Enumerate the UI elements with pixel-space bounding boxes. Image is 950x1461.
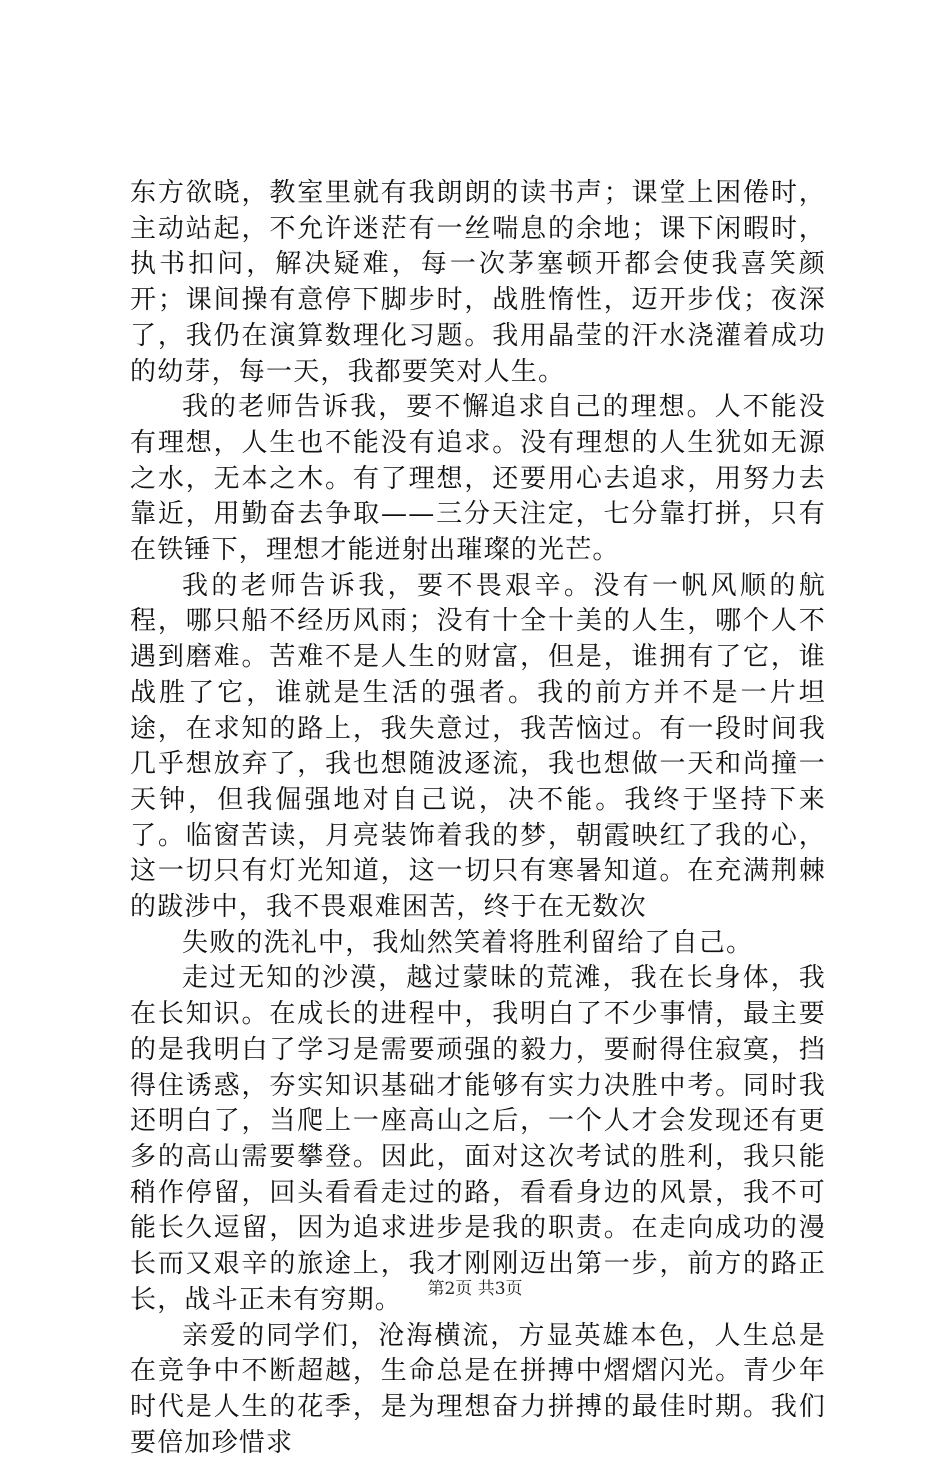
paragraph-1: 东方欲晓，教室里就有我朗朗的读书声；课堂上困倦时，主动站起，不允许迷茫有一丝喘息的余地；课下闲暇时，执书扣问，解决疑难，每一次茅塞顿开都会使我喜笑颜开；课间操有意停下脚步时，战胜惰性，迈开步伐；夜深了，我仍在演算数理化习题。我用晶莹的汗水浇灌着成功的幼芽，每一天，我都要笑对人生。 — [130, 176, 826, 390]
paragraph-6: 亲爱的同学们，沧海横流，方显英雄本色，人生总是在竞争中不断超越，生命总是在拼搏中熠熠闪光。青少年时代是人生的花季，是为理想奋力拼搏的最佳时期。我们要倍加珍惜求 — [130, 1319, 826, 1461]
page-number-footer: 第2页 共3页 — [0, 1274, 950, 1299]
paragraph-5: 走过无知的沙漠，越过蒙昧的荒滩，我在长身体，我在长知识。在成长的进程中，我明白了不少事情，最主要的是我明白了学习是需要顽强的毅力，要耐得住寂寞，挡得住诱惑，夯实知识基础才能够有实力决胜中考。同时我还明白了，当爬上一座高山之后，一个人才会发现还有更多的高山需要攀登。因此，面对这次考试的胜利，我只能稍作停留，回头看看走过的路，看看身边的风景，我不可能长久逗留，因为追求进步是我的职责。在走向成功的漫长而又艰辛的旅途上，我才刚刚迈出第一步，前方的路正长，战斗正未有穷期。 — [130, 961, 826, 1318]
document-body — [130, 176, 826, 1461]
paragraph-4: 失败的洗礼中，我灿然笑着将胜利留给了自己。 — [130, 926, 826, 962]
paragraph-3: 我的老师告诉我，要不畏艰辛。没有一帆风顺的航程，哪只船不经历风雨；没有十全十美的人生，哪个人不遇到磨难。苦难不是人生的财富，但是，谁拥有了它，谁战胜了它，谁就是生活的强者。我的前方并不是一片坦途，在求知的路上，我失意过，我苦恼过。有一段时间我几乎想放弃了，我也想随波逐流，我也想做一天和尚撞一天钟，但我倔强地对自己说，决不能。我终于坚持下来了。临窗苦读，月亮装饰着我的梦，朝霞映红了我的心，这一切只有灯光知道，这一切只有寒暑知道。在充满荆棘的跋涉中，我不畏艰难困苦，终于在无数次 — [130, 569, 826, 926]
paragraph-2: 我的老师告诉我，要不懈追求自己的理想。人不能没有理想，人生也不能没有追求。没有理想的人生犹如无源之水，无本之木。有了理想，还要用心去追求，用努力去靠近，用勤奋去争取——三分天注定，七分靠打拼，只有在铁锤下，理想才能迸射出璀璨的光芒。 — [130, 390, 826, 569]
